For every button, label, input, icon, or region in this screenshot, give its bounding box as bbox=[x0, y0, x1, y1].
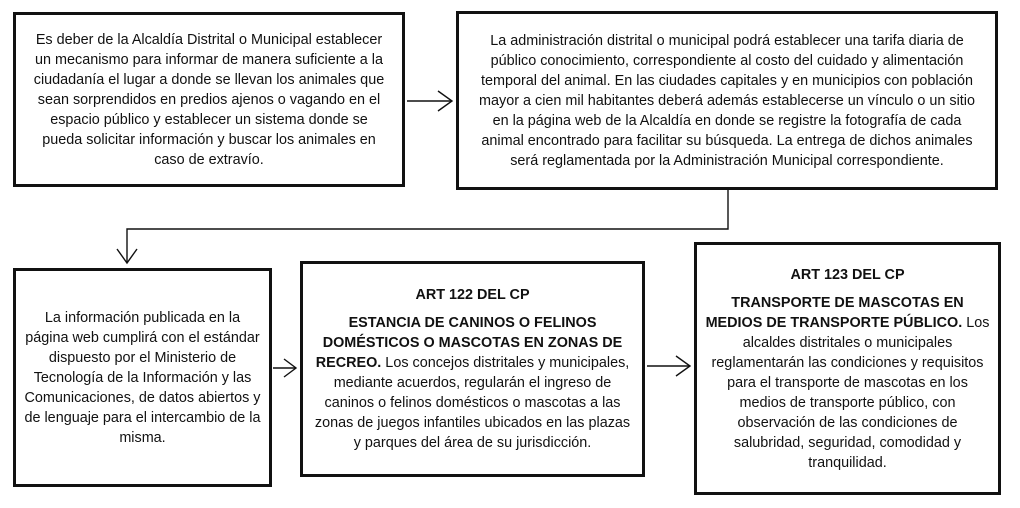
box-administracion-tarifa bbox=[456, 11, 998, 190]
arrow-box3-to-box4 bbox=[273, 359, 296, 377]
arrow-box4-to-box5 bbox=[647, 356, 690, 376]
box4-body bbox=[311, 313, 634, 453]
box4-heading: ART 122 DEL CP bbox=[415, 287, 530, 303]
box1-text: Es deber de la Alcaldía Distrital o Municipal establecer un mecanismo para informar de manera suficiente a la ciudadanía el lugar a donde se llevan los animales que sean sorprendidos en predios ajenos o vagando en el espacio público y establecer un sistema donde se pueda solicitar información y buscar los animales en caso de extravío. bbox=[33, 31, 385, 168]
box-informacion-pagina-web bbox=[13, 268, 272, 487]
box3-text: La información publicada en la página web cumplirá con el estándar dispuesto por el Ministerio de Tecnología de la Información y las Comunicaciones, de datos abiertos y de lenguaje para el intercambio de la misma. bbox=[24, 309, 261, 446]
box-art-122 bbox=[300, 261, 645, 477]
box-art-123 bbox=[694, 242, 1001, 495]
box4-text: Los concejos distritales y municipales, mediante acuerdos, regularán el ingreso de caninos o felinos domésticos o mascotas a las zonas de juegos infantiles ubicados en las plazas y parques del área de su jurisdicción. bbox=[314, 355, 631, 451]
box5-body bbox=[705, 293, 990, 473]
box5-heading: ART 123 DEL CP bbox=[790, 266, 905, 283]
arrow-box1-to-box2 bbox=[407, 91, 452, 111]
box4-subhead: ESTANCIA DE CANINOS O FELINOS DOMÉSTICOS O MASCOTAS EN ZONAS DE RECREO. bbox=[315, 315, 623, 371]
box5-text: Los alcaldes distritales o municipales reglamentarán las condiciones y requisitos para el transporte de mascotas en los medios de transporte público, con observación de las condiciones de salubridad, seguridad, comodidad y tranquilidad. bbox=[711, 314, 990, 471]
box5-subhead: TRANSPORTE DE MASCOTAS EN MEDIOS DE TRANSPORTE PÚBLICO. bbox=[705, 294, 964, 331]
arrow-box2-to-box3 bbox=[117, 190, 728, 263]
box-alcaldia-mecanismo-informar bbox=[13, 12, 405, 187]
box2-text: La administración distrital o municipal podrá establecer una tarifa diaria de público conocimiento, correspondiente al costo del cuidado y alimentación temporal del animal. En las ciudades capitales y en municipios con población mayor a cien mil habitantes deberá además establecerse un vínculo o un sitio en la página web de la Alcaldía en donde se registre la fotografía de cada animal encontrado para facilitar su búsqueda. La entrega de dichos animales será reglamentada por la Administración Municipal correspondiente. bbox=[479, 32, 975, 169]
